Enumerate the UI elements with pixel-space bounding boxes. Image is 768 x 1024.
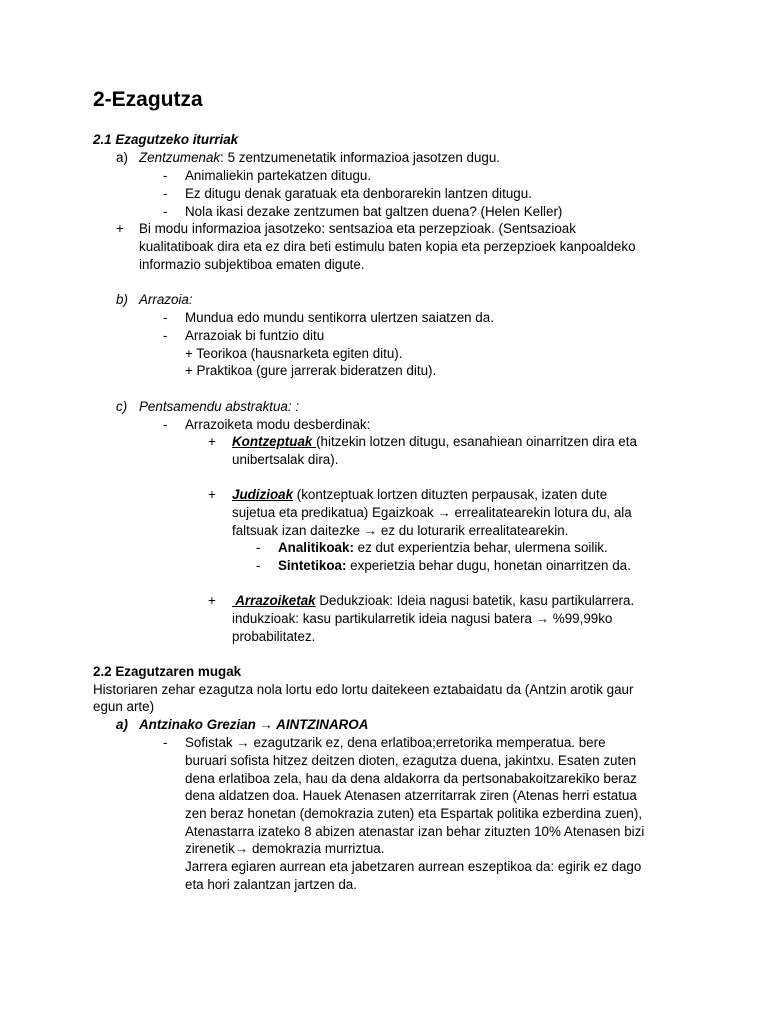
paragraph-line: sujetua eta predikatua) Egaizkoak → errealitatearekin lotura du, ala (232, 505, 632, 520)
bullet-item: Mundua edo mundu sentikorra ulertzen saiatzen da. (185, 310, 494, 325)
paragraph-line: Bi modu informazioa jasotzeko: sentsazioa eta perzepzioak. (Sentsazioak (139, 221, 576, 236)
term-analitikoak: Analitikoak: (278, 540, 354, 555)
paragraph-line: Sofistak → ezagutzarik ez, dena erlatiboa;erretorika memperatua. bere (185, 735, 606, 750)
plus-marker: + (116, 221, 124, 236)
term-sintetikoa: Sintetikoa: (278, 558, 347, 573)
dash-marker: - (163, 417, 168, 432)
paragraph-line: egun arte) (93, 699, 155, 714)
item-analitikoak (278, 539, 608, 557)
dash-marker: - (163, 735, 168, 750)
term-zentzumenak: Zentzumenak (139, 150, 221, 165)
dash-marker: - (163, 186, 168, 201)
paragraph-line: buruari sofista hitzez deitzen dioten, ezagutza duena, jakintxu. Esaten zuten (185, 753, 637, 768)
section-heading-2-2: 2.2 Ezagutzaren mugak (93, 664, 242, 679)
item-arrazoiketak (232, 592, 634, 610)
dash-marker: - (163, 168, 168, 183)
plus-marker: + (208, 487, 216, 502)
paragraph-line: zirenetik→ demokrazia murriztua. (185, 841, 385, 856)
paragraph-line: Historiaren zehar ezagutza nola lortu edo lortu daitekeen eztabaidatu da (Antzin arotik gaur (93, 682, 634, 697)
paragraph-line: dena erlatiboa zela, hau da dena aldakorra da pertsonabakoitzarekiko beraz (185, 771, 637, 786)
text: (kontzeptuak lortzen dituzten perpausak, izaten dute (293, 487, 608, 502)
dash-marker: - (163, 328, 168, 343)
list-marker: a) (116, 150, 128, 165)
bullet-item: Animaliekin partekatzen ditugu. (185, 168, 372, 183)
text: (hitzekin lotzen ditugu, esanahiean oinarritzen dira eta (316, 434, 637, 449)
term-judizioak: Judizioak (232, 487, 294, 502)
text: : 5 zentzumenetatik informazioa jasotzen dugu. (220, 150, 501, 165)
sub-item: + Teorikoa (hausnarketa egiten ditu). (185, 346, 403, 361)
paragraph-line: informazio subjektiboa ematen digute. (139, 257, 365, 272)
paragraph-line: Jarrera egiaren aurrean eta jabetzaren aurrean eszeptikoa da: egirik ez dago (185, 859, 642, 874)
bullet-item: Nola ikasi dezake zentzumen bat galtzen duena? (Helen Keller) (185, 204, 563, 219)
list-item-antzinako-grezian: Antzinako Grezian → AINTZINAROA (139, 717, 369, 732)
page-title: 2-Ezagutza (93, 88, 203, 111)
dash-marker: - (256, 540, 261, 555)
list-marker: a) (116, 717, 128, 732)
term-arrazoiketak: Arrazoiketak (232, 593, 316, 608)
item-kontzeptuak (232, 433, 637, 451)
paragraph-line: dena aldatzen doa. Hauek Atenasen atzerritarrak ziren (Atenas herri estatua (185, 788, 637, 803)
sub-item: + Praktikoa (gure jarrerak bideratzen ditu). (185, 363, 437, 378)
text: Dedukzioak: Ideia nagusi batetik, kasu partikularrera. (315, 593, 635, 608)
paragraph-line: eta hori zalantzan jartzen da. (185, 877, 357, 892)
paragraph-line: indukzioak: kasu partikularretik ideia nagusi batera → %99,99ko (232, 611, 613, 626)
plus-marker: + (208, 434, 216, 449)
bullet-item: Arrazoiketa modu desberdinak: (185, 417, 371, 432)
text: ez dut experientzia behar, ulermena soilik. (353, 540, 608, 555)
paragraph-line: kualitatiboak dira eta ez dira beti estimulu baten kopia eta perzepzioek kanpoaldeko (139, 239, 636, 254)
dash-marker: - (163, 310, 168, 325)
paragraph-line: zen beraz honetan (demokrazia zuten) eta Espartak politika ezberdina zuen), (185, 806, 643, 821)
text: experietzia behar dugu, honetan oinarritzen da. (346, 558, 631, 573)
paragraph-line: unibertsalak dira). (232, 452, 339, 467)
list-item-arrazoia: Arrazoia: (139, 292, 193, 307)
list-marker: b) (116, 292, 128, 307)
list-item-pentsamendu: Pentsamendu abstraktua: : (139, 399, 300, 414)
section-heading-2-1: 2.1 Ezagutzeko iturriak (93, 132, 239, 147)
item-sintetikoa (278, 557, 631, 575)
list-item-zentzumenak (139, 149, 500, 167)
paragraph-line: faltsuak izan daitezke → ez du loturarik errealitatearekin. (232, 523, 569, 538)
dash-marker: - (163, 204, 168, 219)
bullet-item: Arrazoiak bi funtzio ditu (185, 328, 325, 343)
list-marker: c) (116, 399, 128, 414)
bullet-item: Ez ditugu denak garatuak eta denborarekin lantzen ditugu. (185, 186, 532, 201)
dash-marker: - (256, 558, 261, 573)
plus-marker: + (208, 593, 216, 608)
term-kontzeptuak: Kontzeptuak (232, 434, 317, 449)
paragraph-line: probabilitatez. (232, 629, 316, 644)
item-judizioak (232, 486, 607, 504)
paragraph-line: Atenastarra izateko 8 abizen atenastar izan behar zituzten 10% Atenasen bizi (185, 824, 645, 839)
